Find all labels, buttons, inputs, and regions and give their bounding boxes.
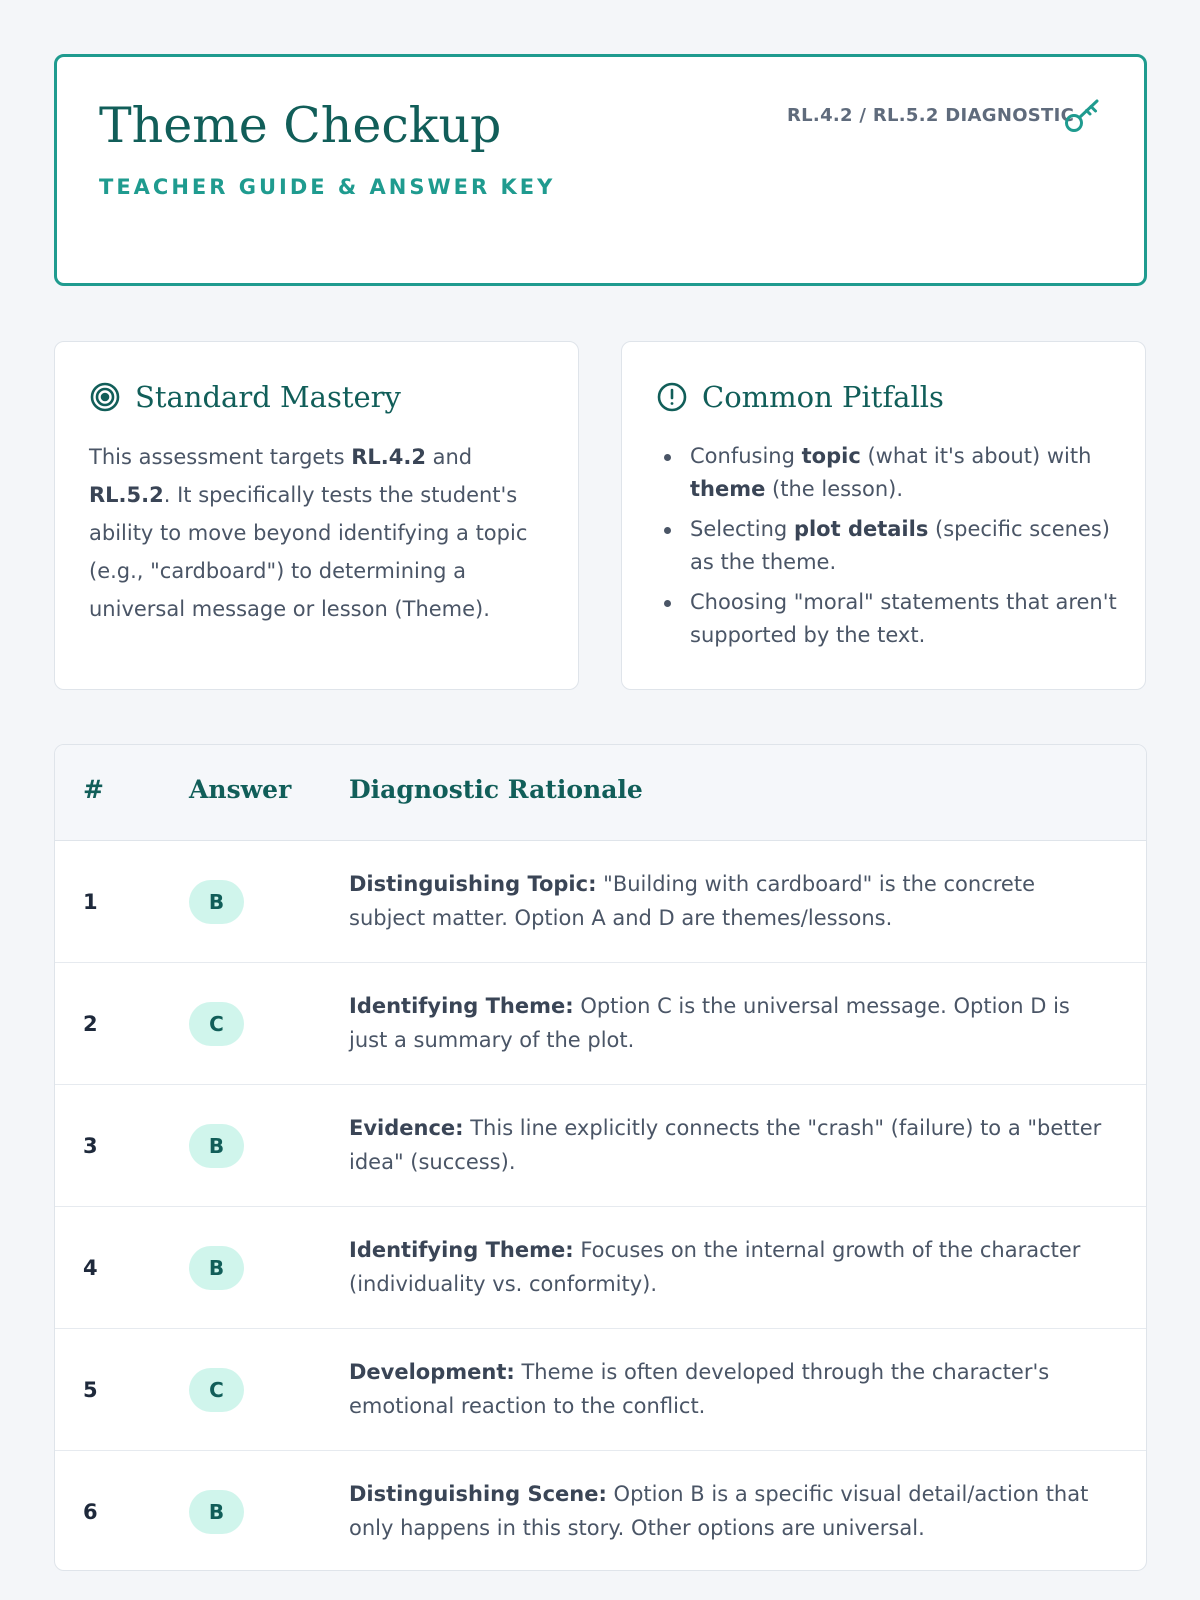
alert-circle-icon [656,381,688,413]
standard-mastery-title: Standard Mastery [135,380,401,414]
standard-mastery-card [54,341,579,690]
common-pitfalls-header [656,380,944,414]
answer-badge: C [189,1002,244,1046]
table-row [55,1085,1146,1207]
list-item: Selecting plot details (specific scenes) as the theme. [662,513,1122,579]
table-row [55,841,1146,963]
question-number: 4 [83,1255,98,1280]
common-pitfalls-card [621,341,1146,690]
question-number: 3 [83,1133,98,1158]
rationale-text: Distinguishing Topic: "Building with cardboard" is the concrete subject matter. Option A and D are themes/lessons. [349,872,1035,930]
standard-mastery-header [89,380,401,414]
page-subtitle: TEACHER GUIDE & ANSWER KEY [99,175,556,199]
table-row [55,1207,1146,1329]
answer-badge: B [189,1246,244,1290]
header-rationale: Diagnostic Rationale [349,775,643,804]
table-row [55,963,1146,1085]
target-icon [89,381,121,413]
rationale-text: Identifying Theme: Option C is the universal message. Option D is just a summary of the plot. [349,994,1070,1052]
answer-badge: C [189,1368,244,1412]
rationale-text: Distinguishing Scene: Option B is a specific visual detail/action that only happens in this story. Other options are universal. [349,1482,1089,1540]
answer-badge: B [189,880,244,924]
rationale-text: Development: Theme is often developed through the character's emotional reaction to the conflict. [349,1360,1050,1418]
rationale-text: Evidence: This line explicitly connects the "crash" (failure) to a "better idea" (success). [349,1116,1102,1174]
answer-badge: B [189,1490,244,1534]
key-icon [1063,95,1103,135]
page-title: Theme Checkup [99,97,502,154]
question-number: 2 [83,1011,98,1036]
rationale-text: Identifying Theme: Focuses on the internal growth of the character (individuality vs. conformity). [349,1238,1081,1296]
table-row [55,1451,1146,1571]
answer-key-table [54,744,1147,1571]
list-item: Choosing "moral" statements that aren't supported by the text. [662,586,1122,652]
common-pitfalls-title: Common Pitfalls [702,380,944,414]
list-item: Confusing topic (what it's about) with theme (the lesson). [662,440,1122,506]
header-answer: Answer [189,775,292,804]
header-card [54,54,1147,286]
question-number: 5 [83,1377,98,1402]
table-row [55,1329,1146,1451]
question-number: 6 [83,1500,98,1524]
standard-mastery-text: This assessment targets RL.4.2 and RL.5.2. It specifically tests the student's ability to move beyond identifying a topic (e.g., "cardboard") to determining a universal message or lesson (Theme). [89,445,528,621]
table-header [55,745,1146,841]
answer-badge: B [189,1124,244,1168]
pitfalls-list [662,440,1122,659]
header-number: # [83,775,104,804]
question-number: 1 [83,889,98,914]
standard-code-label: RL.4.2 / RL.5.2 DIAGNOSTIC [787,105,1075,126]
